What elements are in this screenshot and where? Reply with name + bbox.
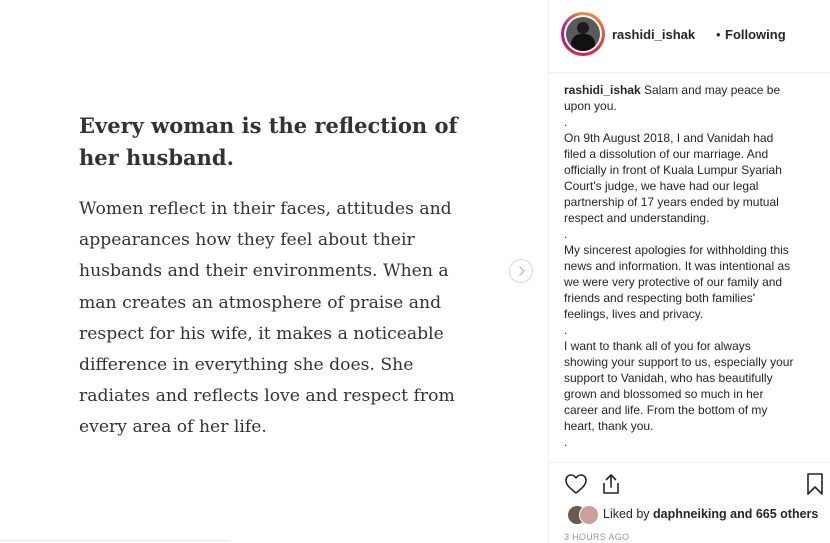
caption-line — [564, 82, 809, 98]
quote-body-line: husbands and their environments. When a — [79, 261, 449, 282]
caption-line: respect and understanding. — [564, 211, 710, 225]
caption-line: . — [564, 323, 568, 337]
caption-line: officially in front of Kuala Lumpur Syariah — [564, 163, 782, 177]
bookmark-icon — [806, 472, 824, 496]
caption-line: . — [564, 115, 568, 129]
caption-line: I want to thank all of you for always — [564, 339, 751, 353]
caption-line: filed a dissolution of our marriage. And — [564, 147, 769, 161]
caption-line: partnership of 17 years ended by mutual — [564, 195, 779, 209]
caption-text: Salam and may peace be — [640, 83, 781, 97]
caption-line: Court's judge, we have had our legal — [564, 179, 759, 193]
post-header — [549, 0, 830, 73]
liker-avatar[interactable] — [579, 505, 599, 525]
chevron-right-icon — [516, 265, 528, 277]
quote-body-line: radiates and reflects love and respect from — [79, 386, 455, 407]
quote-body-line: difference in everything she does. She — [79, 355, 414, 376]
caption — [564, 82, 809, 460]
post-sidebar — [548, 0, 830, 543]
quote-body — [79, 194, 499, 444]
post-timestamp[interactable]: 3 HOURS AGO — [564, 532, 630, 542]
following-button[interactable]: Following — [725, 27, 786, 42]
quote-body-line: every area of her life. — [79, 417, 267, 438]
caption-line: . — [564, 227, 568, 241]
caption-line: . — [564, 435, 568, 449]
caption-line: support to Vanidah, who has beautifully — [564, 371, 773, 385]
caption-line: grown and blossomed so much in her — [564, 387, 764, 401]
quote-title — [79, 110, 479, 174]
avatar-frame — [564, 15, 602, 53]
caption-line: we were very protective of our family and — [564, 275, 783, 289]
avatar-body-shape — [571, 34, 595, 51]
caption-line: news and information. It was intentional as — [564, 259, 791, 273]
quote-body-line: appearances how they feel about their — [79, 230, 415, 251]
caption-line: upon you. — [564, 99, 617, 113]
likes-text[interactable] — [603, 507, 818, 521]
quote-body-line: man creates an atmosphere of praise and — [79, 292, 442, 313]
divider — [0, 540, 230, 541]
caption-line: career and life. From the bottom of my — [564, 403, 768, 417]
likes-prefix: Liked by — [603, 507, 654, 521]
likes-count[interactable]: and 665 others — [726, 507, 819, 521]
avatar-photo — [566, 17, 600, 51]
share-button[interactable] — [599, 472, 623, 501]
caption-line: feelings, lives and privacy. — [564, 307, 704, 321]
share-icon — [599, 472, 623, 496]
caption-line: friends and respecting both families' — [564, 291, 756, 305]
next-image-button[interactable] — [509, 259, 533, 283]
likes-summary — [565, 505, 827, 525]
caption-line: My sincerest apologies for withholding this — [564, 243, 789, 257]
heart-icon — [564, 473, 588, 495]
header-username[interactable]: rashidi_ishak — [612, 27, 696, 42]
quote-body-line: Women reflect in their faces, attitudes and — [79, 199, 452, 219]
action-bar — [549, 462, 830, 503]
quote-title-line: Every woman is the reflection of — [79, 113, 458, 138]
save-button[interactable] — [806, 472, 824, 501]
quote-body-line: respect for his wife, it makes a noticeable — [79, 323, 444, 344]
avatar-head-shape — [577, 22, 589, 34]
header-separator: • — [716, 27, 721, 42]
quote-title-line: her husband. — [79, 145, 234, 170]
liker-username[interactable]: daphneiking — [653, 507, 727, 521]
like-button[interactable] — [564, 473, 588, 500]
caption-username[interactable]: rashidi_ishak — [564, 83, 641, 97]
caption-line: showing your support to us, especially your — [564, 355, 794, 369]
avatar[interactable] — [561, 12, 605, 56]
caption-line: heart, thank you. — [564, 419, 654, 433]
caption-line: On 9th August 2018, I and Vanidah had — [564, 131, 774, 145]
